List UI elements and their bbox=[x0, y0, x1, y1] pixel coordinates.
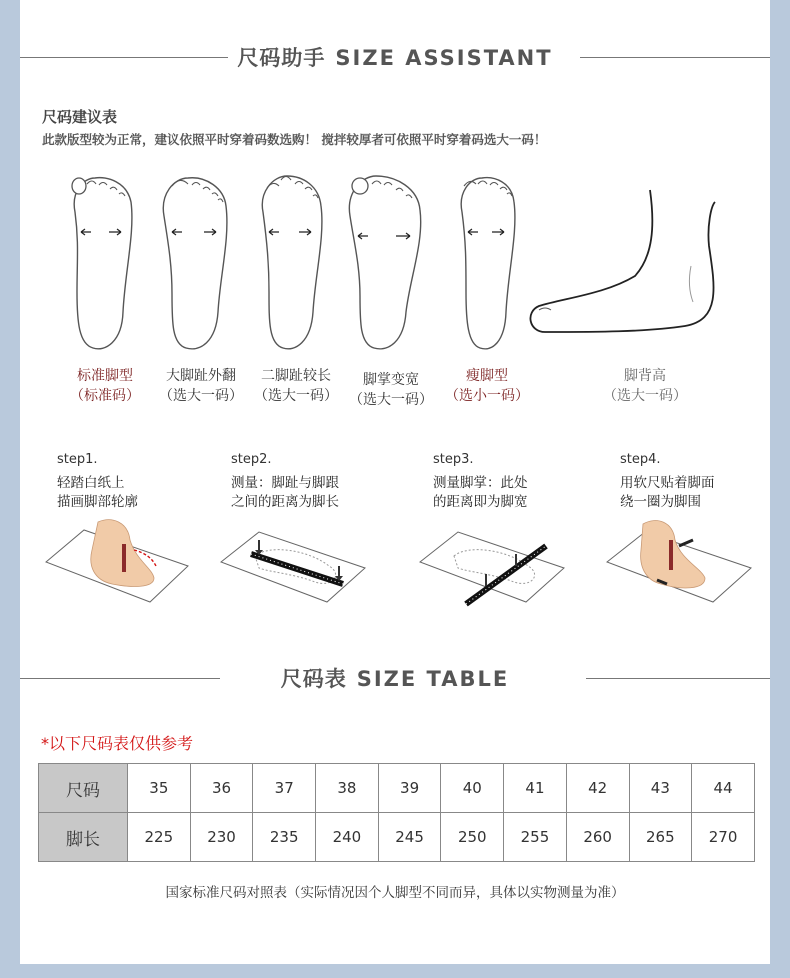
step-4-illustration bbox=[605, 510, 755, 610]
step-3-label: step3. bbox=[433, 452, 474, 467]
length-cell: 245 bbox=[378, 813, 441, 862]
title-en: SIZE ASSISTANT bbox=[335, 46, 553, 70]
step-3-illustration bbox=[418, 510, 568, 610]
step-2-label: step2. bbox=[231, 452, 272, 467]
step-4-text: 用软尺贴着脚面 绕一圈为脚围 bbox=[620, 475, 715, 510]
size-cell: 39 bbox=[378, 764, 441, 813]
table-row bbox=[39, 764, 755, 813]
size-table bbox=[38, 763, 755, 862]
length-cell: 250 bbox=[441, 813, 504, 862]
size-cell: 42 bbox=[566, 764, 629, 813]
length-cell: 270 bbox=[692, 813, 755, 862]
size-cell: 40 bbox=[441, 764, 504, 813]
table-row bbox=[39, 813, 755, 862]
table-title-cn: 尺码表 bbox=[280, 667, 347, 691]
slim-foot-icon bbox=[452, 172, 532, 354]
foot-label-standard: 标准脚型 （标准码） bbox=[70, 368, 140, 404]
size-table-title bbox=[20, 663, 770, 693]
reference-note: *以下尺码表仅供参考 bbox=[41, 734, 194, 753]
foot-label-slim: 瘦脚型 （选小一码） bbox=[445, 368, 529, 404]
long-second-toe-foot-icon bbox=[255, 172, 335, 354]
size-cell: 37 bbox=[253, 764, 316, 813]
size-assistant-page bbox=[20, 0, 770, 964]
title-cn: 尺码助手 bbox=[237, 46, 326, 70]
step-1-label: step1. bbox=[57, 452, 98, 467]
foot-label-bunion: 大脚趾外翻 （选大一码） bbox=[159, 368, 243, 404]
high-instep-foot-icon bbox=[525, 186, 725, 346]
advice-note: 此款版型较为正常，建议依照平时穿着码数选购！ 搅拌较厚者可依照平时穿着码选大一码！ bbox=[42, 132, 547, 147]
foot-label-long-toe: 二脚趾较长 （选大一码） bbox=[254, 368, 338, 404]
step-4-label: step4. bbox=[620, 452, 661, 467]
length-cell: 225 bbox=[128, 813, 191, 862]
length-cell: 255 bbox=[504, 813, 567, 862]
foot-label-high-instep: 脚背高 （选大一码） bbox=[603, 368, 687, 404]
row-header-size: 尺码 bbox=[39, 764, 128, 813]
step-1-text: 轻踏白纸上 描画脚部轮廓 bbox=[57, 475, 138, 510]
size-cell: 35 bbox=[128, 764, 191, 813]
table-title-en: SIZE TABLE bbox=[356, 667, 510, 691]
step-3-text: 测量脚掌：此处 的距离即为脚宽 bbox=[433, 475, 528, 510]
length-cell: 265 bbox=[629, 813, 692, 862]
step-1-illustration bbox=[42, 510, 192, 610]
foot-outline-icon bbox=[65, 172, 145, 354]
length-cell: 260 bbox=[566, 813, 629, 862]
length-cell: 235 bbox=[253, 813, 316, 862]
wide-foot-icon bbox=[346, 172, 426, 354]
step-2-illustration bbox=[219, 510, 369, 610]
size-assistant-title bbox=[20, 42, 770, 72]
standard-foot-icon bbox=[65, 172, 145, 354]
bottom-note: 国家标准尺码对照表（实际情况因个人脚型不同而异，具体以实物测量为准） bbox=[165, 885, 625, 901]
size-cell: 38 bbox=[316, 764, 379, 813]
advice-title: 尺码建议表 bbox=[42, 108, 118, 126]
row-header-length: 脚长 bbox=[39, 813, 128, 862]
length-cell: 240 bbox=[316, 813, 379, 862]
foot-label-wide: 脚掌变宽 （选大一码） bbox=[349, 372, 433, 408]
bunion-foot-icon bbox=[158, 172, 238, 354]
step-2-text: 测量：脚趾与脚跟 之间的距离为脚长 bbox=[231, 475, 339, 510]
length-cell: 230 bbox=[190, 813, 253, 862]
size-cell: 36 bbox=[190, 764, 253, 813]
size-cell: 44 bbox=[692, 764, 755, 813]
size-cell: 43 bbox=[629, 764, 692, 813]
size-cell: 41 bbox=[504, 764, 567, 813]
